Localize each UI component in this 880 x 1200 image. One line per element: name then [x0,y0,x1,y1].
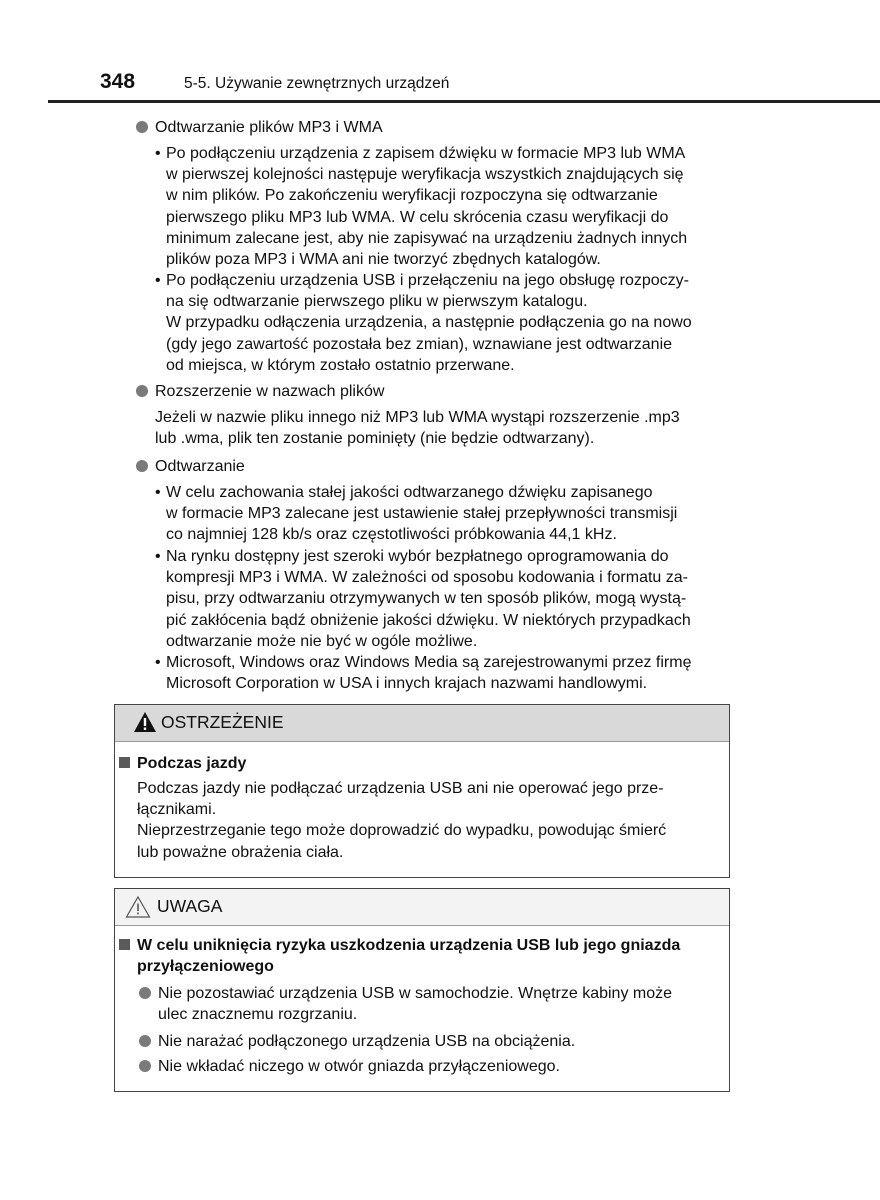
caution-item-3: Nie wkładać niczego w otwór gniazda przyłączeniowego. [139,1056,729,1077]
page-number: 348 [100,70,136,93]
circle-bullet-icon [136,121,148,133]
circle-bullet-icon [136,460,148,472]
caution-triangle-outline-icon [125,895,151,919]
extensions-paragraph: Jeżeli w nazwie pliku innego niż MP3 lub WMA wystąpi rozszerzenie .mp3 lub .wma, plik ten zostanie pominięty (nie będzie odtwarzany). [155,409,680,448]
bullet-mark: • [155,654,161,671]
bullet-mark: • [155,272,161,289]
caution-header [115,889,729,926]
circle-bullet-icon [139,987,151,999]
warning-triangle-icon [133,711,157,733]
circle-bullet-icon [136,385,148,397]
square-bullet-icon [119,757,130,768]
caution-title: UWAGA [157,896,223,916]
circle-bullet-icon [139,1060,151,1072]
warning-subtitle: Podczas jazdy [119,753,246,774]
playback-bullet-3: Microsoft, Windows oraz Windows Media są zarejestrowanymi przez firmę Microsoft Corporation w USA i innych krajach nazwami handlowymi. [166,654,692,693]
bullet-mark: • [155,484,161,501]
mp3-bullet-1: Po podłączeniu urządzenia z zapisem dźwięku w formacie MP3 lub WMA w pierwszej kolejności następuje weryfikacja wszystkich znajdujących się w nim plików. Po zakończeniu weryfikacji rozpoczyna się odtwarzanie pierwszego pliku MP3 lub WMA. W celu skrócenia czasu weryfikacji do minimum zalecane jest, aby nie zapisywać na urządzeniu żadnych innych plików poza MP3 i WMA ani nie tworzyć zbędnych katalogów. [166,145,688,269]
warning-header [115,705,729,742]
warning-text: Podczas jazdy nie podłączać urządzenia USB ani nie operować jego prze- łącznikami. Nieprzestrzeganie tego może doprowadzić do wypadku, powodując śmierć lub poważne obrażenia ciała. [137,780,667,861]
section-heading-mp3: Odtwarzanie plików MP3 i WMA [136,117,383,138]
bullet-mark: • [155,145,161,162]
section-heading-playback: Odtwarzanie [136,456,245,477]
square-bullet-icon [119,939,130,950]
warning-box [114,704,730,878]
page-header [0,66,880,104]
header-rule [48,100,880,103]
caution-subtitle: W celu uniknięcia ryzyka uszkodzenia urządzenia USB lub jego gniazda przyłączeniowego [119,935,719,977]
caution-item-2: Nie narażać podłączonego urządzenia USB na obciążenia. [139,1031,729,1052]
caution-item-1: Nie pozostawiać urządzenia USB w samochodzie. Wnętrze kabiny może ulec znacznemu rozgrzaniu. [139,983,729,1025]
mp3-bullet-2: Po podłączeniu urządzenia USB i przełączeniu na jego obsługę rozpoczy- na się odtwarzanie pierwszego pliku w pierwszym katalogu. W przypadku odłączenia urządzenia, a następnie podłączenia go na nowo (gdy jego zawartość pozostała bez zmian), wznawiane jest odtwarzanie od miejsca, w którym zostało ostatnio przerwane. [166,272,692,374]
bullet-mark: • [155,548,161,565]
warning-title: OSTRZEŻENIE [161,712,284,732]
playback-bullet-1: W celu zachowania stałej jakości odtwarzanego dźwięku zapisanego w formacie MP3 zalecane jest ustawienie stałej przepływności transmisji co najmniej 128 kb/s oraz częstotliwości próbkowania 44,1 kHz. [166,484,678,544]
chapter-title: 5-5. Używanie zewnętrznych urządzeń [184,75,450,92]
caution-box [114,888,730,1092]
section-heading-extensions: Rozszerzenie w nazwach plików [136,381,384,402]
circle-bullet-icon [139,1035,151,1047]
playback-bullet-2: Na rynku dostępny jest szeroki wybór bezpłatnego oprogramowania do kompresji MP3 i WMA. W zależności od sposobu kodowania i formatu za- pisu, przy odtwarzaniu otrzymywanych w ten sposób plików, mogą wystą- pić zakłócenia bądź obniżenie jakości dźwięku. W niektórych przypadkach odtwarzanie może nie być w ogóle możliwe. [166,548,691,650]
